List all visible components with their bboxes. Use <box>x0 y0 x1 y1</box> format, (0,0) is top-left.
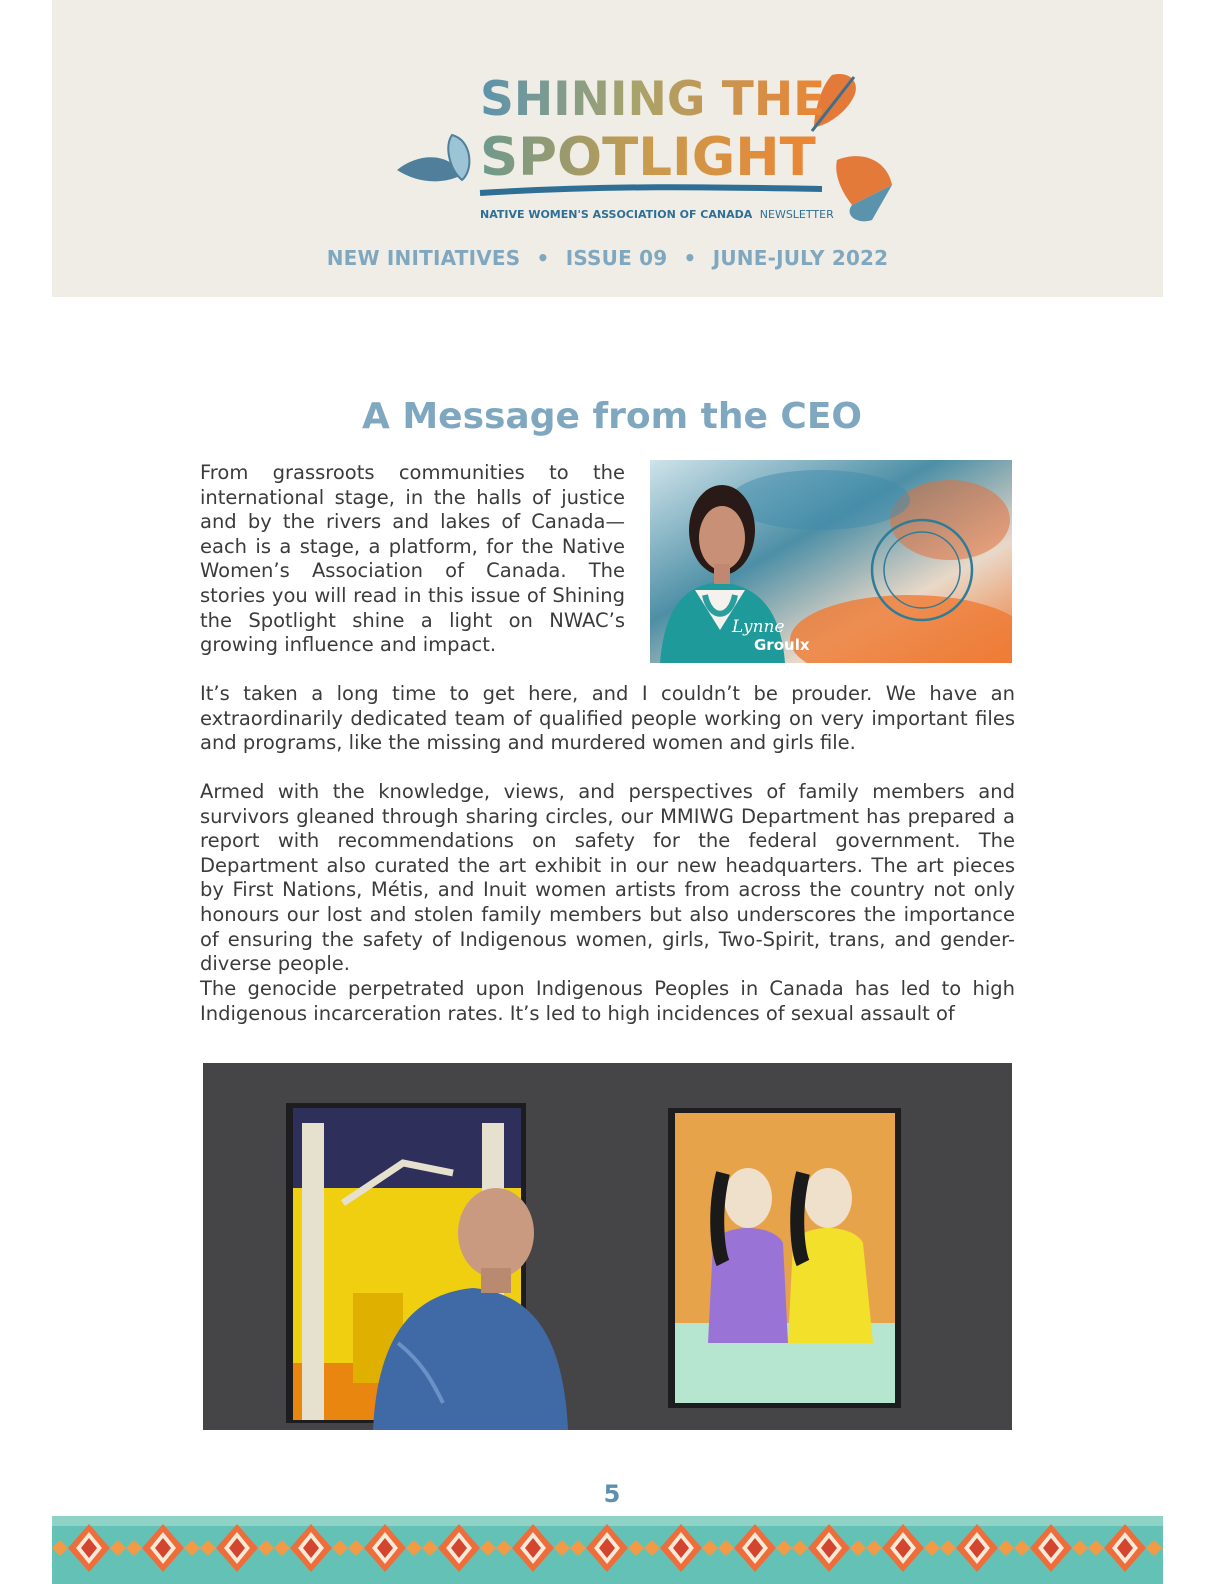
svg-text:NATIVE WOMEN'S ASSOCIATION OF <box>480 208 834 221</box>
issue-line <box>52 246 1163 270</box>
portrait-signature: Lynne <box>732 617 785 637</box>
logo-underline <box>480 187 822 193</box>
logo-subtitle-light: NEWSLETTER <box>759 208 834 221</box>
ulu-icon <box>836 156 892 221</box>
article-paragraph-2: It’s taken a long time to get here, and I couldn’t be prouder. We have an extraordinarily dedicated team of qualified people working on very important files and programs, like the missing and murdered women and girls file. <box>200 682 1015 755</box>
decorative-footer-band <box>52 1516 1163 1584</box>
logo-line-2: SPOTLIGHT <box>480 127 816 188</box>
separator-dot: • <box>536 246 550 270</box>
article-paragraph-3: Armed with the knowledge, views, and perspectives of family members and survivors gleaned through sharing circles, our MMIWG Department has prepared a report with recommendations on safety for the federal government. The Department also curated the art exhibit in our new headquarters. The art pieces by First Nations, Métis, and Inuit women artists from across the country not only honours our lost and stolen family members but also underscores the importance of ensuring the safety of Indigenous women, girls, Two-Spirit, trans, and gender-diverse people. <box>200 780 1015 976</box>
issue-number: ISSUE 09 <box>565 246 668 270</box>
issue-date: JUNE-JULY 2022 <box>712 246 889 270</box>
ceo-portrait-image <box>650 460 1012 663</box>
logo-subtitle-bold: NATIVE WOMEN'S ASSOCIATION OF CANADA <box>480 208 753 221</box>
art-exhibit-photo <box>203 1063 1012 1430</box>
leaf-icon <box>397 135 469 181</box>
article-paragraph-4: The genocide perpetrated upon Indigenous Peoples in Canada has led to high Indigenous incarceration rates. It’s led to high incidences of sexual assault of <box>200 977 1015 1025</box>
article-paragraph-1: From grassroots communities to the international stage, in the halls of justice and by the rivers and lakes of Canada—each is a stage, a platform, for the Native Women’s Association of Canada. The stories you will read in this issue of Shining the Spotlight shine a light on NWAC’s growing influence and impact. <box>200 461 625 657</box>
separator-dot: • <box>683 246 697 270</box>
newsletter-header <box>52 0 1163 297</box>
page-number: 5 <box>603 1480 621 1508</box>
logo-line-1: SHINING THE <box>480 72 826 127</box>
portrait-name: Groulx <box>754 636 810 654</box>
article-title: A Message from the CEO <box>361 396 863 437</box>
newsletter-logo <box>382 65 902 235</box>
issue-section: NEW INITIATIVES <box>326 246 521 270</box>
